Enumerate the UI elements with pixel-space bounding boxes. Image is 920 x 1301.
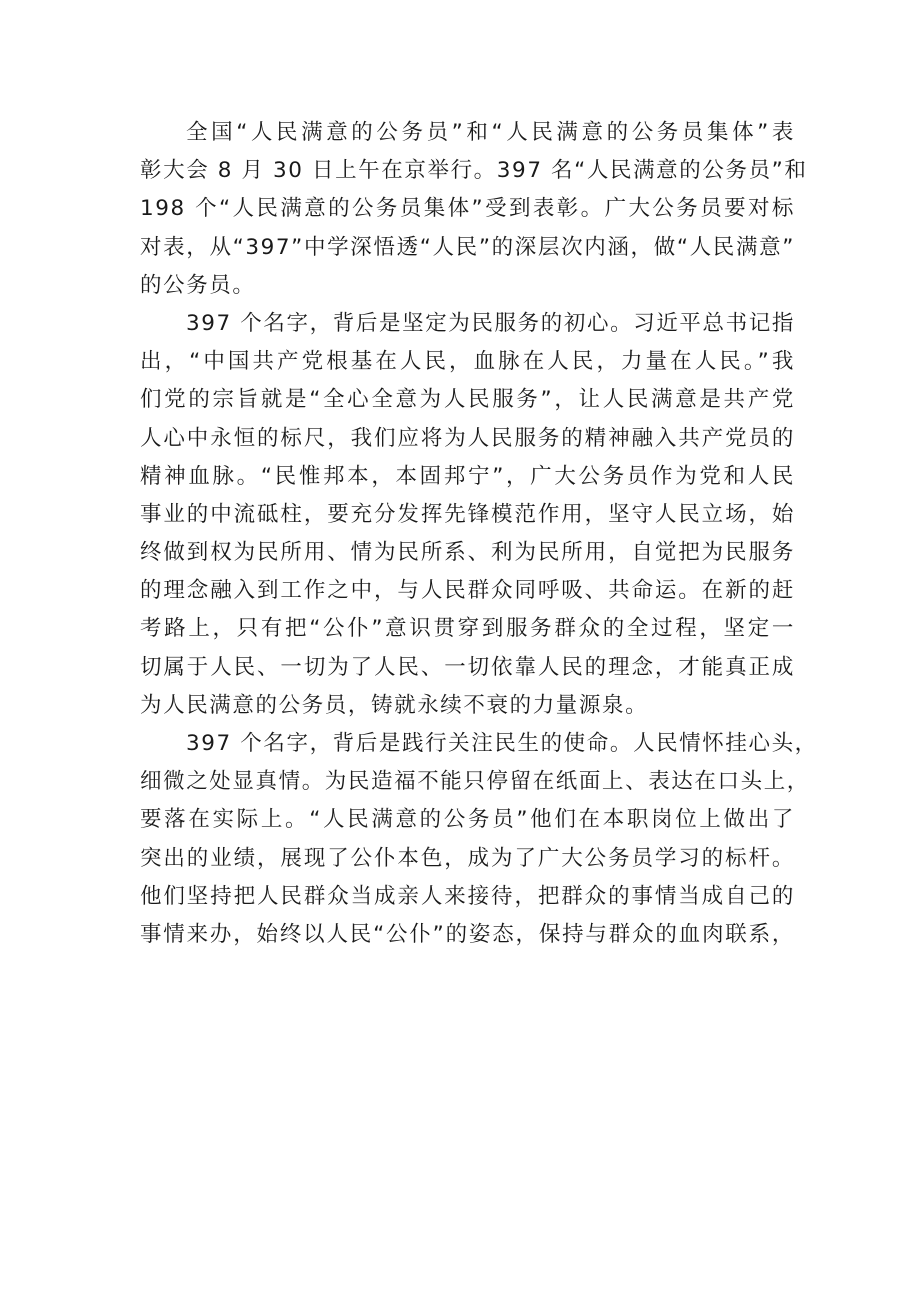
text-line: 出，“中国共产党根基在人民，血脉在人民，力量在人民。”我 xyxy=(140,349,795,375)
text-line: 对表，从“397”中学深悟透“人民”的深层次内涵，做“人民满意” xyxy=(140,234,795,260)
text-line: 397 个名字，背后是坚定为民服务的初心。习近平总书记指 xyxy=(186,310,795,336)
text-line: 切属于人民、一切为了人民、一切依靠人民的理念，才能真正成 xyxy=(140,654,795,680)
text-line: 事业的中流砥柱，要充分发挥先锋模范作用，坚守人民立场，始 xyxy=(140,501,795,527)
paragraph-1 xyxy=(140,114,808,305)
text-line: 他们坚持把人民群众当成亲人来接待，把群众的事情当成自己的 xyxy=(140,883,795,909)
text-line: 事情来办，始终以人民“公仆”的姿态，保持与群众的血肉联系， xyxy=(140,921,795,947)
text-line: 的公务员。 xyxy=(140,272,256,298)
paragraph-3 xyxy=(140,725,818,954)
text-line: 彰大会 8 月 30 日上午在京举行。397 名“人民满意的公务员”和 xyxy=(140,158,808,184)
text-line: 考路上，只有把“公仆”意识贯穿到服务群众的全过程，坚定一 xyxy=(140,616,795,642)
text-line: 的理念融入到工作之中，与人民群众同呼吸、共命运。在新的赶 xyxy=(140,578,795,604)
document-body xyxy=(140,114,818,954)
text-line: 全国“人民满意的公务员”和“人民满意的公务员集体”表 xyxy=(186,120,795,145)
text-line: 198 个“人民满意的公务员集体”受到表彰。广大公务员要对标 xyxy=(140,196,795,222)
text-line: 细微之处显真情。为民造福不能只停留在纸面上、表达在口头上， xyxy=(140,769,810,795)
text-line: 人心中永恒的标尺，我们应将为人民服务的精神融入共产党员的 xyxy=(140,425,795,451)
text-line: 要落在实际上。“人民满意的公务员”他们在本职岗位上做出了 xyxy=(140,807,795,833)
text-line: 突出的业绩，展现了公仆本色，成为了广大公务员学习的标杆。 xyxy=(140,845,795,871)
text-line: 们党的宗旨就是“全心全意为人民服务”，让人民满意是共产党 xyxy=(140,387,795,413)
paragraph-2 xyxy=(140,305,795,725)
text-line: 终做到权为民所用、情为民所系、利为民所用，自觉把为民服务 xyxy=(140,540,795,566)
text-line: 397 个名字，背后是践行关注民生的使命。人民情怀挂心头， xyxy=(186,731,818,756)
text-line: 精神血脉。“民惟邦本，本固邦宁”，广大公务员作为党和人民 xyxy=(140,463,795,489)
text-line: 为人民满意的公务员，铸就永续不衰的力量源泉。 xyxy=(140,692,649,718)
